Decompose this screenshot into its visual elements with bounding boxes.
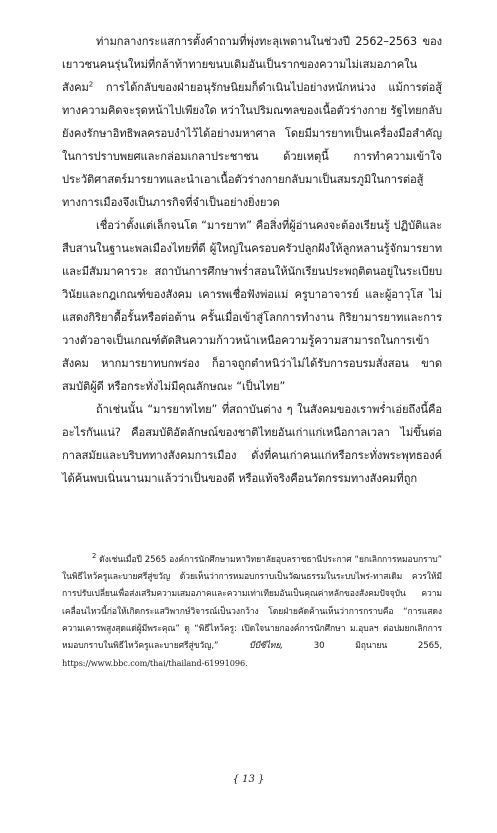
footnote-marker: 2 [92,552,97,561]
footnote-date: 30 มิถุนายน 2565, [282,641,442,652]
paragraph-1-text-cont: การได้กลับของฝ่ายอนุรักษนิยมก็ดำเนินไปอย่างหนักหน่วง แม้การต่อสู้ทางความคิดจะรุดหน้าไปเพียงใด หว่าในปริมณฑลของเนื้อตัวร่างกาย รัฐไทยกลับยังคงรักษาอิทธิพลครอบงำไว้ได้อย่างมหาศาล โดยมีมารยาทเป็นเครื่องมือสำคัญในการปราบพยศและกล่อมเกลาประชาชน ด้วยเหตุนี้ การทำความเข้าใจประวัติศาสตร์มารยาทและนำเอาเนื้อตัวร่างกายกลับมาเป็นสมรภูมิในการต่อสู้ทางการเมืองจึงเป็นภารกิจที่จำเป็นอย่างยิ่งยวด [62,81,442,209]
main-text [62,30,442,490]
body-paragraph-1 [62,30,442,214]
footnote-text: ดังเช่นเมื่อปี 2565 องค์การนักศึกษามหาวิทยาลัยอุบลราชธานีประกาศ “ยกเลิกการหมอบกราบ” ในพิธีไหว้ครูและบายศรีสู่ขวัญ ด้วยเห็นว่าการหมอบกราบเป็นวัฒนธรรมในระบบไพร่-ทาสเดิม ควรให้มีการปรับเปลี่ยนเพื่อส่งเสริมความเสมอภาคและความเท่าเทียมอันเป็นคุณค่าหลักของสังคมปัจจุบัน ความเคลื่อนไหวนี้ก่อให้เกิดกระแสวิพากษ์วิจารณ์เป็นวงกว้าง โดยฝ่ายคัดค้านเห็นว่าการกราบคือ “การแสดงความเคารพสูงสุดแด่ผู้มีพระคุณ” ดู “พิธีไหว้ครู: เปิดใจนายกองค์การนักศึกษา ม.อุบลฯ ต่อปมยกเลิกการหมอบกราบในพิธีไหว้ครูและบายศรีสู่ขวัญ,” [62,555,442,652]
paragraph-1-text: ท่ามกลางกระแสการตั้งคำถามที่พุ่งทะลุเพดานในช่วงปี 2562–2563 ของเยาวชนคนรุ่นใหม่ที่กล้าท้าทายขนบเดิมอันเป็นรากของความไม่เสมอภาคในสังคม [62,35,442,94]
footnote-section [62,552,442,673]
footnote-url[interactable]: https://www.bbc.com/thai/thailand-61991096. [62,658,248,669]
body-paragraph-2: เชื่อว่าตั้งแต่เล็กจนโต “มารยาท” คือสิ่งที่ผู้อ่านคงจะต้องเรียนรู้ ปฏิบัติและสืบสานในฐานะพลเมืองไทยที่ดี ผู้ใหญ่ในครอบครัวปลูกฝังให้ลูกหลานรู้จักมารยาทและมีสัมมาคารวะ สถาบันการศึกษาพร่ำสอนให้นักเรียนประพฤติตนอยู่ในระเบียบวินัยและกฎเกณฑ์ของสังคม เคารพเชื่อฟังพ่อแม่ ครูบาอาจารย์ และผู้อาวุโส ไม่แสดงกิริยาดื้อรั้นหรือต่อต้าน ครั้นเมื่อเข้าสู่โลกการทำงาน กิริยามารยาทและการวางตัวอาจเป็นเกณฑ์ตัดสินความก้าวหน้าเหนือความรู้ความสามารถในการเข้าสังคม หากมารยาทบกพร่อง ก็อาจถูกตำหนิว่าไม่ได้รับการอบรมสั่งสอน ขาดสมบัติผู้ดี หรือกระทั่งไม่มีคุณลักษณะ “เป็นไทย” [62,219,442,393]
footnote-source: บีบีซีไทย, [218,641,283,652]
body-paragraph-3: ถ้าเช่นนั้น “มารยาทไทย” ที่สถาบันต่าง ๆ ในสังคมของเราพร่ำเอ่ยถึงนี้คืออะไรกันแน่? คือสมบัติอัตลักษณ์ของชาติไทยอันเก่าแก่เหนือกาลเวลา ไม่ขึ้นต่อกาลสมัยและบริบททางสังคมการเมือง ดั่งที่คนเก่าคนแก่หรือกระทั่งพระพุทธองค์ได้ค้นพบเนิ่นนานมาแล้วว่าเป็นของดี หรือแท้จริงคือนวัตกรรมทางสังคมที่ถูก [62,403,442,485]
page-number: { 13 } [232,774,265,785]
footnote-2 [62,552,442,673]
footnote-reference[interactable]: 2 [88,80,94,89]
